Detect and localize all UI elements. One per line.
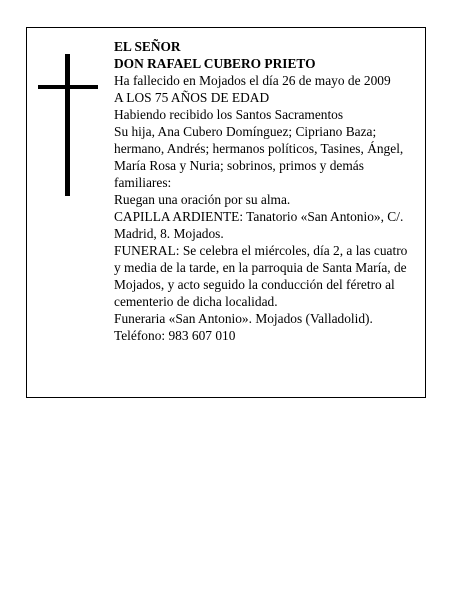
obituary-text [114,38,419,344]
chapel-line: Madrid, 8. Mojados. [114,226,224,241]
funeral-paragraph [114,242,419,310]
age-line: A LOS 75 AÑOS DE EDAD [114,90,270,105]
sacraments-line: Habiendo recibido los Santos Sacramentos [114,107,344,122]
cross-horizontal-bar [38,85,98,89]
phone-line: Teléfono: 983 607 010 [114,328,236,343]
chapel-paragraph [114,208,419,242]
family-paragraph [114,123,419,191]
funeral-line: cementerio de dicha localidad. [114,294,278,309]
funeral-line: y media de la tarde, en la parroquia de Santa María, de [114,260,407,275]
prayer-line: Ruegan una oración por su alma. [114,192,291,207]
family-line: Su hija, Ana Cubero Domínguez; Cipriano Baza; [114,124,377,139]
cross-icon [38,54,98,196]
death-date-line: Ha fallecido en Mojados el día 26 de mayo de 2009 [114,73,391,88]
cross-vertical-bar [65,54,70,196]
funeral-line: FUNERAL: Se celebra el miércoles, día 2, a las cuatro [114,243,408,258]
family-line: María Rosa y Nuria; sobrinos, primos y demás [114,158,364,173]
family-line: familiares: [114,175,172,190]
notice-title: EL SEÑOR [114,39,181,54]
family-line: hermano, Andrés; hermanos políticos, Tasines, Ángel, [114,141,404,156]
funeral-line: Mojados, y acto seguido la conducción del féretro al [114,277,395,292]
funeral-home-line: Funeraria «San Antonio». Mojados (Valladolid). [114,311,373,326]
deceased-name: DON RAFAEL CUBERO PRIETO [114,56,316,71]
chapel-line: CAPILLA ARDIENTE: Tanatorio «San Antonio», C/. [114,209,404,224]
